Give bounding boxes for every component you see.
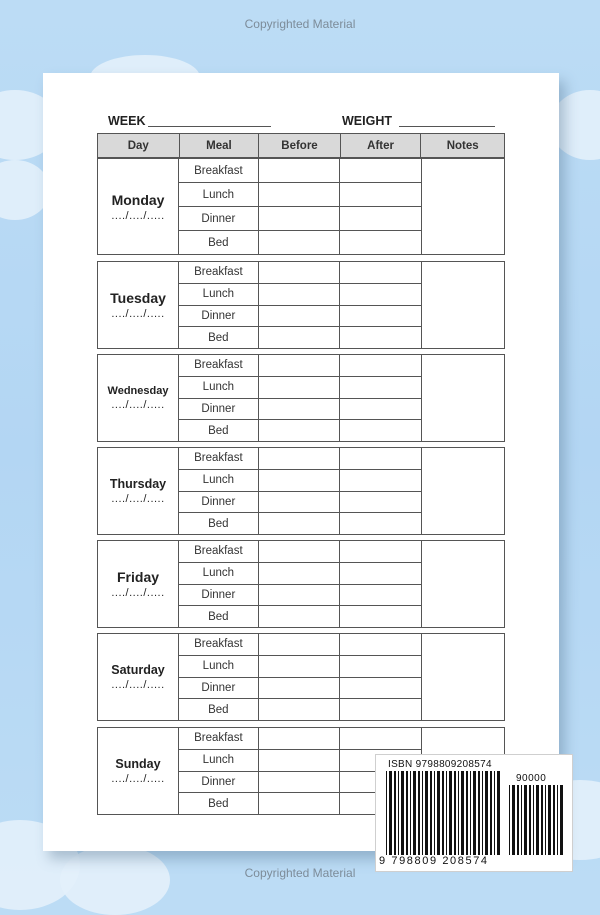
table-row [179, 492, 421, 514]
barcode-bar [461, 771, 464, 855]
day-cell [98, 634, 179, 720]
barcode-bar [548, 785, 551, 855]
notes-cell[interactable] [422, 634, 504, 720]
table-row [179, 377, 421, 399]
table-row [179, 563, 421, 585]
day-cell [98, 159, 179, 254]
meal-rows [179, 448, 422, 534]
day-cell [98, 262, 179, 348]
column-header-day: Day [98, 134, 180, 157]
isbn-number: ISBN 9798809208574 [388, 759, 492, 770]
table-row [179, 513, 421, 534]
barcode-bar [497, 771, 500, 855]
after-reading-cell[interactable] [340, 541, 421, 562]
notes-cell[interactable] [422, 541, 504, 627]
barcode-bar [425, 771, 428, 855]
before-reading-cell[interactable] [259, 678, 341, 699]
column-header-after: After [341, 134, 422, 157]
table-row [179, 231, 421, 254]
column-header-before: Before [259, 134, 341, 157]
barcode-bar [533, 785, 534, 855]
meal-label: Breakfast [179, 262, 259, 283]
day-cell [98, 728, 179, 814]
barcode-bar [494, 771, 495, 855]
week-label: WEEK [108, 114, 146, 128]
after-reading-cell[interactable] [340, 678, 421, 699]
after-reading-cell[interactable] [340, 606, 421, 627]
day-name: Saturday [111, 663, 165, 677]
before-reading-cell[interactable] [259, 377, 341, 398]
before-reading-cell[interactable] [259, 262, 341, 283]
day-block [97, 633, 505, 721]
day-block [97, 447, 505, 535]
barcode-bar [509, 785, 510, 855]
after-reading-cell[interactable] [340, 183, 421, 206]
day-cell [98, 448, 179, 534]
meal-label: Lunch [179, 284, 259, 305]
date-field[interactable]: ..../..../..... [111, 308, 165, 320]
meal-label: Lunch [179, 750, 259, 771]
after-reading-cell[interactable] [340, 159, 421, 182]
barcode-addon-bars [509, 785, 563, 855]
meal-label: Breakfast [179, 728, 259, 749]
meal-label: Breakfast [179, 159, 259, 182]
before-reading-cell[interactable] [259, 634, 341, 655]
table-row [179, 470, 421, 492]
after-reading-cell[interactable] [340, 262, 421, 283]
notes-cell[interactable] [422, 262, 504, 348]
meal-label: Breakfast [179, 541, 259, 562]
barcode-bar [418, 771, 420, 855]
barcode-bar [389, 771, 392, 855]
before-reading-cell[interactable] [259, 306, 341, 327]
after-reading-cell[interactable] [340, 448, 421, 469]
before-reading-cell[interactable] [259, 231, 341, 254]
meal-label: Bed [179, 793, 259, 814]
day-block [97, 261, 505, 349]
notes-cell[interactable] [422, 448, 504, 534]
date-field[interactable]: ..../..../..... [111, 587, 165, 599]
before-reading-cell[interactable] [259, 492, 341, 513]
table-row [179, 355, 421, 377]
after-reading-cell[interactable] [340, 284, 421, 305]
date-field[interactable]: ..../..../..... [111, 679, 165, 691]
barcode-bar [442, 771, 444, 855]
meal-rows [179, 634, 422, 720]
day-name: Thursday [109, 477, 167, 491]
meal-label: Breakfast [179, 634, 259, 655]
barcode-bar [406, 771, 408, 855]
meal-rows [179, 355, 422, 441]
before-reading-cell[interactable] [259, 750, 341, 771]
meal-label: Dinner [179, 678, 259, 699]
after-reading-cell[interactable] [340, 492, 421, 513]
before-reading-cell[interactable] [259, 470, 341, 491]
after-reading-cell[interactable] [340, 377, 421, 398]
after-reading-cell[interactable] [340, 585, 421, 606]
table-header [97, 133, 505, 158]
meal-rows [179, 159, 422, 254]
log-sheet-page [43, 73, 559, 851]
barcode-bar [446, 771, 447, 855]
after-reading-cell[interactable] [340, 513, 421, 534]
before-reading-cell[interactable] [259, 606, 341, 627]
after-reading-cell[interactable] [340, 634, 421, 655]
meal-label: Dinner [179, 399, 259, 420]
barcode-bar [521, 785, 522, 855]
table-row [179, 327, 421, 348]
before-reading-cell[interactable] [259, 563, 341, 584]
meal-label: Bed [179, 231, 259, 254]
before-reading-cell[interactable] [259, 183, 341, 206]
barcode-bar [394, 771, 396, 855]
after-reading-cell[interactable] [340, 699, 421, 720]
meal-rows [179, 541, 422, 627]
after-reading-cell[interactable] [340, 728, 421, 749]
copyright-watermark: Copyrighted Material [244, 17, 356, 31]
day-name: Monday [111, 191, 165, 208]
meal-label: Bed [179, 606, 259, 627]
barcode-bar [541, 785, 543, 855]
column-header-meal: Meal [180, 134, 260, 157]
meal-label: Bed [179, 327, 259, 348]
barcode-bar [524, 785, 527, 855]
barcode-bar [473, 771, 476, 855]
barcode-bar [458, 771, 459, 855]
before-reading-cell[interactable] [259, 284, 341, 305]
table-row [179, 541, 421, 563]
day-name: Friday [117, 569, 160, 585]
before-reading-cell[interactable] [259, 355, 341, 376]
day-name: Sunday [115, 757, 161, 771]
before-reading-cell[interactable] [259, 793, 341, 814]
barcode-bar [437, 771, 440, 855]
before-reading-cell[interactable] [259, 728, 341, 749]
barcode-bar [466, 771, 468, 855]
before-reading-cell[interactable] [259, 772, 341, 793]
date-field[interactable]: ..../..../..... [111, 209, 165, 222]
before-reading-cell[interactable] [259, 541, 341, 562]
before-reading-cell[interactable] [259, 159, 341, 182]
barcode-main-bars [386, 771, 504, 855]
meal-label: Lunch [179, 377, 259, 398]
barcode-bar [557, 785, 558, 855]
day-block [97, 158, 505, 255]
cloud-decoration [60, 845, 170, 915]
after-reading-cell[interactable] [340, 207, 421, 230]
table-row [179, 448, 421, 470]
table-row [179, 728, 421, 750]
after-reading-cell[interactable] [340, 327, 421, 348]
barcode-bar [401, 771, 404, 855]
meal-rows [179, 262, 422, 348]
meal-label: Bed [179, 420, 259, 441]
day-block [97, 540, 505, 628]
barcode-bar [413, 771, 416, 855]
meal-label: Dinner [179, 492, 259, 513]
table-row [179, 699, 421, 720]
barcode-bar [449, 771, 452, 855]
before-reading-cell[interactable] [259, 327, 341, 348]
copyright-watermark: Copyrighted Material [244, 866, 356, 880]
barcode-bar [517, 785, 519, 855]
barcode-bar [430, 771, 432, 855]
meal-label: Bed [179, 699, 259, 720]
day-name: Wednesday [107, 385, 169, 397]
meal-label: Breakfast [179, 448, 259, 469]
meal-label: Dinner [179, 306, 259, 327]
table-row [179, 585, 421, 607]
barcode-bar [512, 785, 515, 855]
before-reading-cell[interactable] [259, 513, 341, 534]
date-field[interactable]: ..../..../..... [111, 399, 165, 411]
barcode-bar [470, 771, 471, 855]
after-reading-cell[interactable] [340, 656, 421, 677]
before-reading-cell[interactable] [259, 656, 341, 677]
table-row [179, 262, 421, 284]
barcode-bar [536, 785, 539, 855]
table-row [179, 306, 421, 328]
before-reading-cell[interactable] [259, 399, 341, 420]
barcode-bar [553, 785, 555, 855]
barcode-bar [545, 785, 546, 855]
barcode-bar [434, 771, 435, 855]
barcode-bar [560, 785, 563, 855]
meal-label: Breakfast [179, 355, 259, 376]
weight-field[interactable] [399, 126, 495, 127]
sheet-header [43, 112, 559, 130]
before-reading-cell[interactable] [259, 448, 341, 469]
notes-cell[interactable] [422, 159, 504, 254]
day-cell [98, 355, 179, 441]
meal-label: Lunch [179, 563, 259, 584]
date-field[interactable]: ..../..../..... [111, 493, 165, 505]
table-row [179, 656, 421, 678]
after-reading-cell[interactable] [340, 563, 421, 584]
after-reading-cell[interactable] [340, 399, 421, 420]
date-field[interactable]: ..../..../..... [111, 773, 165, 785]
day-name: Tuesday [110, 290, 166, 306]
meal-label: Dinner [179, 772, 259, 793]
meal-label: Lunch [179, 183, 259, 206]
barcode-bar [482, 771, 483, 855]
barcode-bar [490, 771, 492, 855]
barcode-bar [410, 771, 411, 855]
before-reading-cell[interactable] [259, 699, 341, 720]
column-header-notes: Notes [421, 134, 504, 157]
meal-label: Dinner [179, 585, 259, 606]
barcode-bar [422, 771, 423, 855]
barcode-bar [529, 785, 531, 855]
table-row [179, 606, 421, 627]
table-row [179, 183, 421, 207]
before-reading-cell[interactable] [259, 585, 341, 606]
day-cell [98, 541, 179, 627]
isbn-barcode [375, 754, 573, 872]
table-row [179, 420, 421, 441]
meal-label: Lunch [179, 656, 259, 677]
table-row [179, 634, 421, 656]
table-row [179, 284, 421, 306]
table-row [179, 207, 421, 231]
table-row [179, 399, 421, 421]
before-reading-cell[interactable] [259, 420, 341, 441]
notes-cell[interactable] [422, 355, 504, 441]
meal-label: Dinner [179, 207, 259, 230]
day-block [97, 354, 505, 442]
table-row [179, 159, 421, 183]
before-reading-cell[interactable] [259, 207, 341, 230]
barcode-bar [454, 771, 456, 855]
barcode-bar [485, 771, 488, 855]
after-reading-cell[interactable] [340, 231, 421, 254]
table-row [179, 678, 421, 700]
ean-digits: 9 798809 208574 [379, 855, 489, 867]
meal-label: Bed [179, 513, 259, 534]
weight-label: WEIGHT [342, 114, 392, 128]
after-reading-cell[interactable] [340, 306, 421, 327]
after-reading-cell[interactable] [340, 470, 421, 491]
barcode-bar [398, 771, 399, 855]
price-code: 90000 [516, 773, 547, 784]
week-field[interactable] [148, 126, 271, 127]
after-reading-cell[interactable] [340, 420, 421, 441]
barcode-bar [386, 771, 387, 855]
meal-label: Lunch [179, 470, 259, 491]
barcode-bar [478, 771, 480, 855]
after-reading-cell[interactable] [340, 355, 421, 376]
